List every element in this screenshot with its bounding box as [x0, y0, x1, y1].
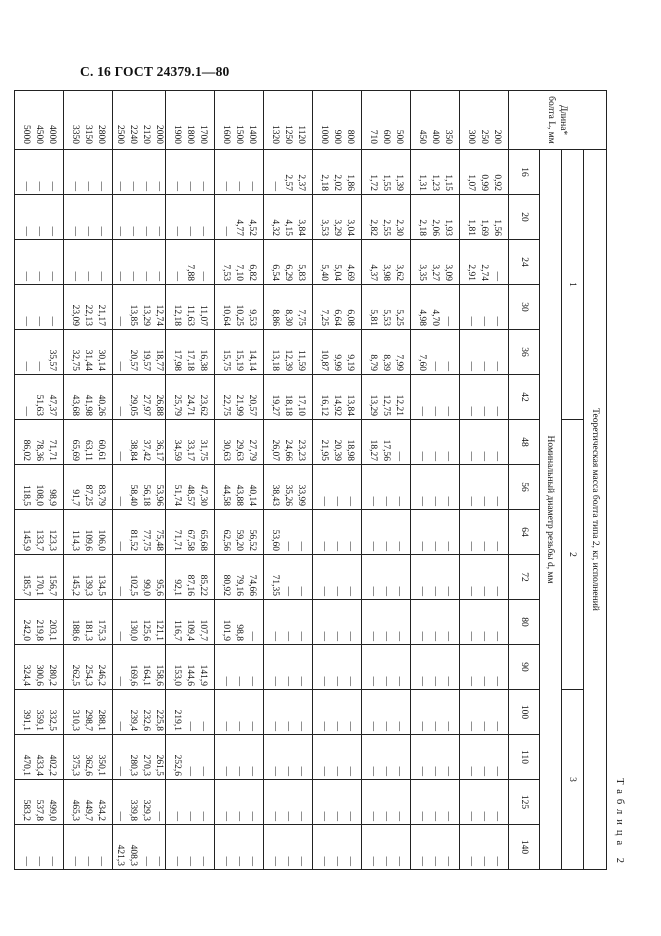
mass-cell: — — — [15, 825, 64, 870]
diameter-header-cell: 80 [509, 600, 540, 645]
mass-cell: 47,30 48,57 51,74 [166, 465, 215, 510]
mass-cell: — — — [362, 510, 411, 555]
mass-cell: 280,2 300,6 324,4 [15, 645, 64, 690]
length-cell: 500 600 710 [362, 91, 411, 150]
mass-cell: — — — [215, 735, 264, 780]
mass-cell: 175,3 181,3 188,6 [64, 600, 113, 645]
mass-cell: — 2,74 2,91 [460, 240, 509, 285]
mass-cell: 47,37 51,63 — [15, 375, 64, 420]
mass-cell: — — — [460, 510, 509, 555]
mass-cell: 9,53 10,25 10,64 [215, 285, 264, 330]
mass-cell: — — — [215, 645, 264, 690]
mass-cell: 0,92 0,99 1,07 [460, 150, 509, 195]
mass-cell: 332,5 359,1 391,1 [15, 690, 64, 735]
mass-cell: 1,56 1,69 1,81 [460, 195, 509, 240]
mass-cell: — — — [64, 825, 113, 870]
mass-cell: — — — [313, 555, 362, 600]
mass-cell: 23,62 24,71 25,79 [166, 375, 215, 420]
execution-2-header: 2 [562, 420, 584, 690]
table-body [15, 91, 509, 870]
mass-cell: — — — [264, 645, 313, 690]
mass-cell: — — — [460, 330, 509, 375]
mass-cell: — — — [460, 285, 509, 330]
mass-cell: — — — [460, 645, 509, 690]
length-header: Длина* болта L, мм [509, 91, 607, 150]
mass-cell: — — — [411, 780, 460, 825]
table-number: Таблица 2 [614, 778, 625, 868]
mass-cell: 7,99 8,39 8,79 [362, 330, 411, 375]
mass-cell: — 17,56 18,27 [362, 420, 411, 465]
mass-cell: — — — [15, 285, 64, 330]
length-cell: 2000 2120 2240 2500 [113, 91, 166, 150]
diameter-header-cell: 110 [509, 735, 540, 780]
mass-cell: 121,1 125,6 130,0 — [113, 600, 166, 645]
diameter-header-row [509, 91, 540, 870]
mass-cell: — — — [15, 240, 64, 285]
mass-cell: 16,38 17,18 17,98 [166, 330, 215, 375]
mass-cell: — — — [166, 195, 215, 240]
mass-cell: 36,17 37,42 38,84 — [113, 420, 166, 465]
mass-cell: 7,75 8,30 8,86 [264, 285, 313, 330]
mass-cell: 3,04 3,29 3,53 [313, 195, 362, 240]
table-row [264, 91, 313, 870]
mass-cell: — — — [460, 420, 509, 465]
mass-cell: 3,84 4,15 4,32 [264, 195, 313, 240]
mass-cell: — — — [215, 825, 264, 870]
mass-cell: — — — [411, 510, 460, 555]
mass-cell: — — — [362, 735, 411, 780]
length-cell: 1120 1250 1320 [264, 91, 313, 150]
mass-cell: — — — [460, 780, 509, 825]
mass-cell: 141,9 144,6 153,0 [166, 645, 215, 690]
length-cell: 4000 4500 5000 [15, 91, 64, 150]
mass-cell: 85,22 87,16 92,1 [166, 555, 215, 600]
mass-cell: 71,71 78,36 86,02 [15, 420, 64, 465]
mass-cell: — — — [313, 465, 362, 510]
mass-cell: — — — [460, 735, 509, 780]
mass-cell: — — — [313, 825, 362, 870]
mass-cell: 1,15 1,23 1,31 [411, 150, 460, 195]
mass-cell: 40,14 43,88 44,58 [215, 465, 264, 510]
mass-cell: — — — [313, 600, 362, 645]
diameter-header-cell: 48 [509, 420, 540, 465]
mass-cell: — — 53,60 [264, 510, 313, 555]
diameter-header-cell: 42 [509, 375, 540, 420]
mass-cell: — 4,70 4,98 [411, 285, 460, 330]
diameter-header-cell: 20 [509, 195, 540, 240]
mass-cell: — 329,3 339,8 — [113, 780, 166, 825]
diameter-header-cell: 72 [509, 555, 540, 600]
mass-cell: 350,1 362,6 375,3 [64, 735, 113, 780]
execution-1-header: 1 [562, 150, 584, 420]
table-row [362, 91, 411, 870]
mass-cell: — — — [166, 150, 215, 195]
table-row [215, 91, 264, 870]
mass-cell: 12,74 13,29 13,85 — [113, 285, 166, 330]
mass-cell: — — — [362, 465, 411, 510]
mass-cell: — — — [362, 645, 411, 690]
mass-cell: 1,39 1,55 1,72 [362, 150, 411, 195]
mass-cell: 95,6 99,0 102,5 — [113, 555, 166, 600]
diameter-header-cell: 64 [509, 510, 540, 555]
mass-cell: 123,3 133,7 145,9 [15, 510, 64, 555]
mass-cell: 203,1 219,8 242,0 [15, 600, 64, 645]
mass-cell: 402,2 433,4 470,1 [15, 735, 64, 780]
diameter-header-cell: 56 [509, 465, 540, 510]
mass-cell: — — 252,6 [166, 735, 215, 780]
mass-cell: — — — [460, 555, 509, 600]
diameter-header-cell: 100 [509, 690, 540, 735]
mass-cell: — — — [411, 600, 460, 645]
length-cell: 350 400 450 [411, 91, 460, 150]
mass-cell: 30,14 31,44 32,75 [64, 330, 113, 375]
mass-cell: — — — [460, 375, 509, 420]
table-row [411, 91, 460, 870]
mass-cell: — — — [411, 690, 460, 735]
mass-cell: 21,17 22,13 23,09 [64, 285, 113, 330]
mass-cell: 156,7 170,1 185,7 [15, 555, 64, 600]
mass-cell: — — — [15, 150, 64, 195]
mass-cell: — — — [313, 690, 362, 735]
length-cell: 2800 3150 3350 [64, 91, 113, 150]
mass-cell: — — — [264, 780, 313, 825]
mass-cell: — — 219,1 [166, 690, 215, 735]
mass-cell: 18,77 19,57 20,57 — [113, 330, 166, 375]
mass-cell: 65,68 67,58 71,71 [166, 510, 215, 555]
table-row [313, 91, 362, 870]
mass-cell: — — — [411, 735, 460, 780]
mass-cell: 2,30 2,55 2,82 [362, 195, 411, 240]
diameter-header-cell: 90 [509, 645, 540, 690]
table-row [460, 91, 509, 870]
mass-cell: — — — [411, 465, 460, 510]
mass-cell: — — 71,35 [264, 555, 313, 600]
mass-cell: 1,93 2,06 2,18 [411, 195, 460, 240]
mass-cell: — — — [362, 600, 411, 645]
mass-cell: 23,23 24,66 26,07 [264, 420, 313, 465]
mass-cell: 4,52 4,77 — [215, 195, 264, 240]
diameter-header-cell: 125 [509, 780, 540, 825]
mass-cell: — — — [313, 780, 362, 825]
mass-cell: — — — — [113, 150, 166, 195]
mass-cell: 33,99 35,26 38,43 [264, 465, 313, 510]
mass-cell: 17,10 18,18 19,27 [264, 375, 313, 420]
mass-cell: 40,26 41,98 43,68 [64, 375, 113, 420]
mass-cell: 499,0 537,8 583,2 [15, 780, 64, 825]
mass-cell: 35,57 — — [15, 330, 64, 375]
mass-cell: 9,19 9,99 10,87 [313, 330, 362, 375]
mass-cell: 26,88 27,97 29,05 — [113, 375, 166, 420]
table-row [64, 91, 113, 870]
mass-cell: 6,08 6,64 7,25 [313, 285, 362, 330]
mass-cell: 14,14 15,19 15,75 [215, 330, 264, 375]
mass-cell: 12,21 12,75 13,29 [362, 375, 411, 420]
mass-cell: — — — [362, 825, 411, 870]
mass-cell: — — — [362, 555, 411, 600]
mass-cell: — — 408,3 421,3 [113, 825, 166, 870]
mass-cell: 13,84 14,92 16,12 [313, 375, 362, 420]
diameter-header-cell: 16 [509, 150, 540, 195]
mass-cell: 5,25 5,53 5,81 [362, 285, 411, 330]
mass-cell: — 7,88 — [166, 240, 215, 285]
mass-cell: — — — [460, 465, 509, 510]
mass-cell: — — — — [113, 195, 166, 240]
mass-cell: — — — [313, 645, 362, 690]
mass-cell: — — — [362, 690, 411, 735]
mass-cell: 18,98 20,39 21,95 [313, 420, 362, 465]
mass-cell: — — — [264, 600, 313, 645]
mass-cell: — — — [64, 195, 113, 240]
mass-cell: — — — [264, 735, 313, 780]
nominal-diameter-header: Номинальный диаметр резьбы d, мм [540, 150, 562, 870]
mass-cell: — — — [215, 690, 264, 735]
mass-cell: — 98,8 101,9 [215, 600, 264, 645]
mass-cell: — — — [64, 240, 113, 285]
mass-cell: — — — [313, 510, 362, 555]
mass-cell: 158,6 164,1 169,6 — [113, 645, 166, 690]
mass-cell: 31,75 33,17 34,59 [166, 420, 215, 465]
mass-cell: — — — [64, 150, 113, 195]
table-row [15, 91, 64, 870]
mass-header: Теоретическая масса болта типа 2, кг, исполнений [584, 150, 607, 870]
mass-cell: 74,66 79,16 80,92 [215, 555, 264, 600]
mass-cell: — — — [460, 825, 509, 870]
table-row [113, 91, 166, 870]
mass-cell: — — — [166, 780, 215, 825]
mass-cell: 106,0 109,6 114,3 [64, 510, 113, 555]
length-cell: 800 900 1000 [313, 91, 362, 150]
mass-cell: 2,37 2,57 — [264, 150, 313, 195]
mass-cell: 261,5 270,3 280,3 — [113, 735, 166, 780]
length-cell: 1400 1500 1600 [215, 91, 264, 150]
mass-cell: 98,9 108,0 118,5 [15, 465, 64, 510]
mass-cell: 27,79 29,63 30,63 [215, 420, 264, 465]
bolt-mass-table [14, 90, 607, 870]
mass-cell: — — — [215, 150, 264, 195]
diameter-header-cell: 140 [509, 825, 540, 870]
mass-cell: — — 7,60 [411, 330, 460, 375]
mass-cell: 75,48 77,75 81,52 — [113, 510, 166, 555]
mass-cell: 11,59 12,39 13,18 [264, 330, 313, 375]
mass-cell: 434,2 449,7 465,3 [64, 780, 113, 825]
mass-cell: — — — [362, 780, 411, 825]
mass-cell: 53,96 56,18 58,40 — [113, 465, 166, 510]
mass-cell: — — — — [113, 240, 166, 285]
mass-cell: — — — [411, 375, 460, 420]
page-header: С. 16 ГОСТ 24379.1—80 [80, 64, 230, 79]
rotated-table-frame [21, 90, 625, 870]
mass-cell: — — — [313, 735, 362, 780]
mass-cell: 288,1 298,7 310,3 [64, 690, 113, 735]
mass-cell: 20,57 21,99 22,75 [215, 375, 264, 420]
diameter-header-cell: 24 [509, 240, 540, 285]
length-cell: 1700 1800 1900 [166, 91, 215, 150]
mass-cell: 3,62 3,98 4,37 [362, 240, 411, 285]
mass-cell: 6,82 7,10 7,53 [215, 240, 264, 285]
mass-cell: 1,86 2,02 2,18 [313, 150, 362, 195]
mass-cell: — — — [460, 690, 509, 735]
mass-cell: 134,5 139,3 145,2 [64, 555, 113, 600]
mass-cell: — — — [411, 645, 460, 690]
table-row [166, 91, 215, 870]
mass-cell: 56,52 59,20 62,56 [215, 510, 264, 555]
mass-cell: 246,2 254,3 262,5 [64, 645, 113, 690]
rotated-table-area [21, 90, 625, 870]
mass-cell: — — — [215, 780, 264, 825]
mass-cell: — — — [411, 420, 460, 465]
mass-cell: — — — [411, 555, 460, 600]
mass-cell: — — — [166, 825, 215, 870]
mass-cell: 60,61 63,11 65,69 [64, 420, 113, 465]
diameter-header-cell: 36 [509, 330, 540, 375]
mass-cell: 83,79 87,25 91,7 [64, 465, 113, 510]
mass-cell: 3,09 3,27 3,35 [411, 240, 460, 285]
length-cell: 200 250 300 [460, 91, 509, 150]
mass-cell: — — — [411, 825, 460, 870]
execution-3-header: 3 [562, 690, 584, 870]
mass-cell: — — — [15, 195, 64, 240]
mass-cell: — — — [264, 690, 313, 735]
mass-cell: 5,83 6,29 6,54 [264, 240, 313, 285]
mass-cell: — — — [460, 600, 509, 645]
mass-cell: 11,07 11,63 12,18 [166, 285, 215, 330]
diameter-header-cell: 30 [509, 285, 540, 330]
mass-cell: 4,69 5,04 5,40 [313, 240, 362, 285]
mass-cell: 225,8 232,6 239,4 — [113, 690, 166, 735]
mass-cell: 107,7 109,4 116,7 [166, 600, 215, 645]
mass-cell: — — — [264, 825, 313, 870]
